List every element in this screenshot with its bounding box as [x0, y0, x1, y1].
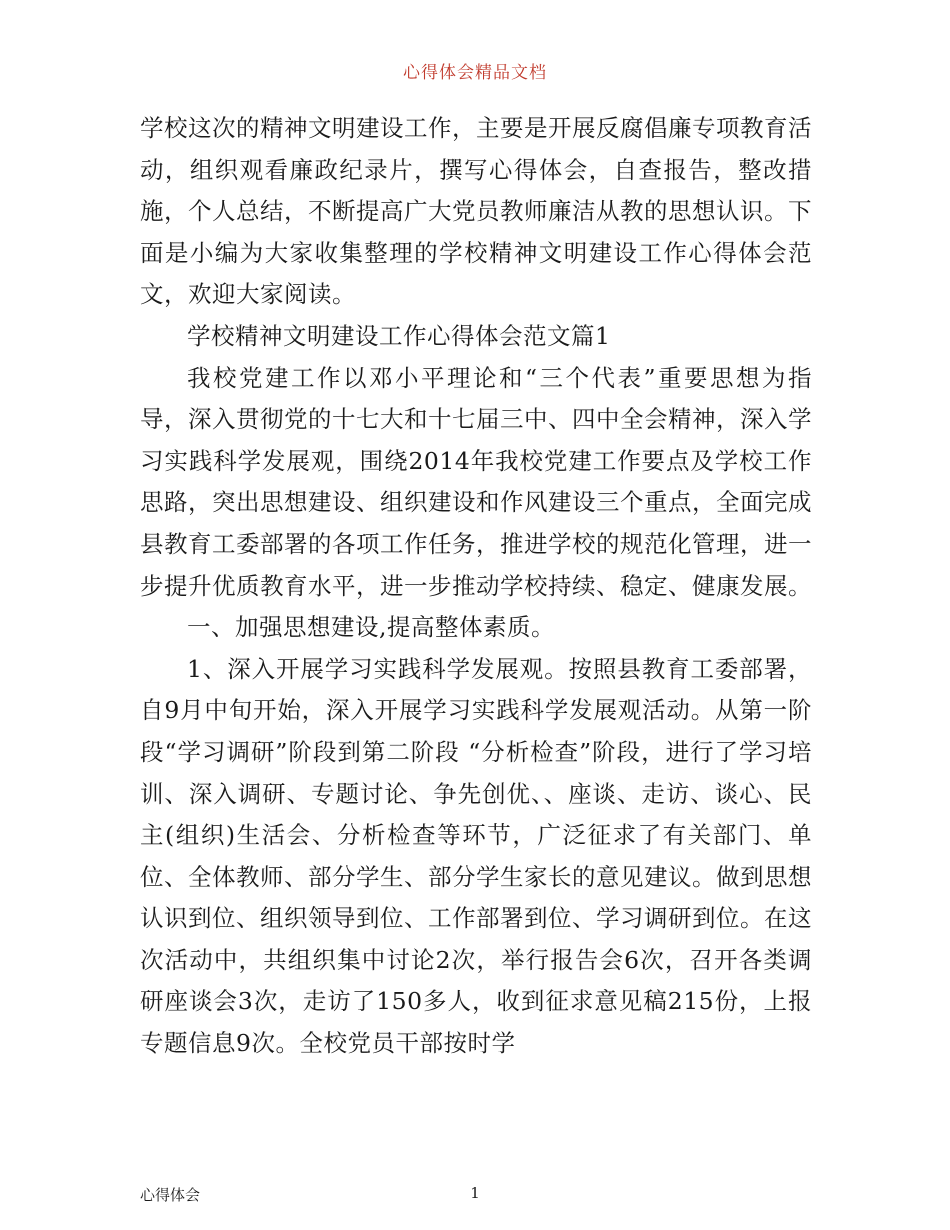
- page-header-title: 心得体会精品文档: [403, 63, 547, 83]
- section-heading: 一、加强思想建设,提高整体素质。: [187, 613, 555, 642]
- body-paragraph: 我校党建工作以邓小平理论和“三个代表”重要思想为指导，深入贯彻党的十七大和十七届三中、四中全会精神，深入学习实践科学发展观，围绕2014年我校党建工作要点及学校工作思路，突出思想建设、组织建设和作风建设三个重点，全面完成县教育工委部署的各项工作任务，推进学校的规范化管理，进一步提升优质教育水平，进一步推动学校持续、稳定、健康发展。: [140, 363, 812, 600]
- footer-label: 心得体会: [140, 1186, 201, 1204]
- document-body: [140, 108, 812, 1065]
- section-title: 学校精神文明建设工作心得体会范文篇1: [187, 321, 611, 350]
- body-paragraph: 1、深入开展学习实践科学发展观。按照县教育工委部署，自9月中旬开始，深入开展学习实践科学发展观活动。从第一阶段“学习调研”阶段到第二阶段 “分析检查”阶段，进行了学习培训、深入调研、专题讨论、争先创优、、座谈、走访、谈心、民主(组织)生活会、分析检查等环节，广泛征求了有关部门、单位、全体教师、部分学生、部分学生家长的意见建议。做到思想认识到位、组织领导到位、工作部署到位、学习调研到位。在这次活动中，共组织集中讨论2次，举行报告会6次，召开各类调研座谈会3次，走访了150多人，收到征求意见稿215份，上报专题信息9次。全校党员干部按时学: [140, 654, 812, 1058]
- page-number: 1: [470, 1184, 480, 1202]
- intro-paragraph: 学校这次的精神文明建设工作，主要是开展反腐倡廉专项教育活动，组织观看廉政纪录片，撰写心得体会，自查报告，整改措施，个人总结，不断提高广大党员教师廉洁从教的思想认识。下面是小编为大家收集整理的学校精神文明建设工作心得体会范文，欢迎大家阅读。: [140, 114, 812, 309]
